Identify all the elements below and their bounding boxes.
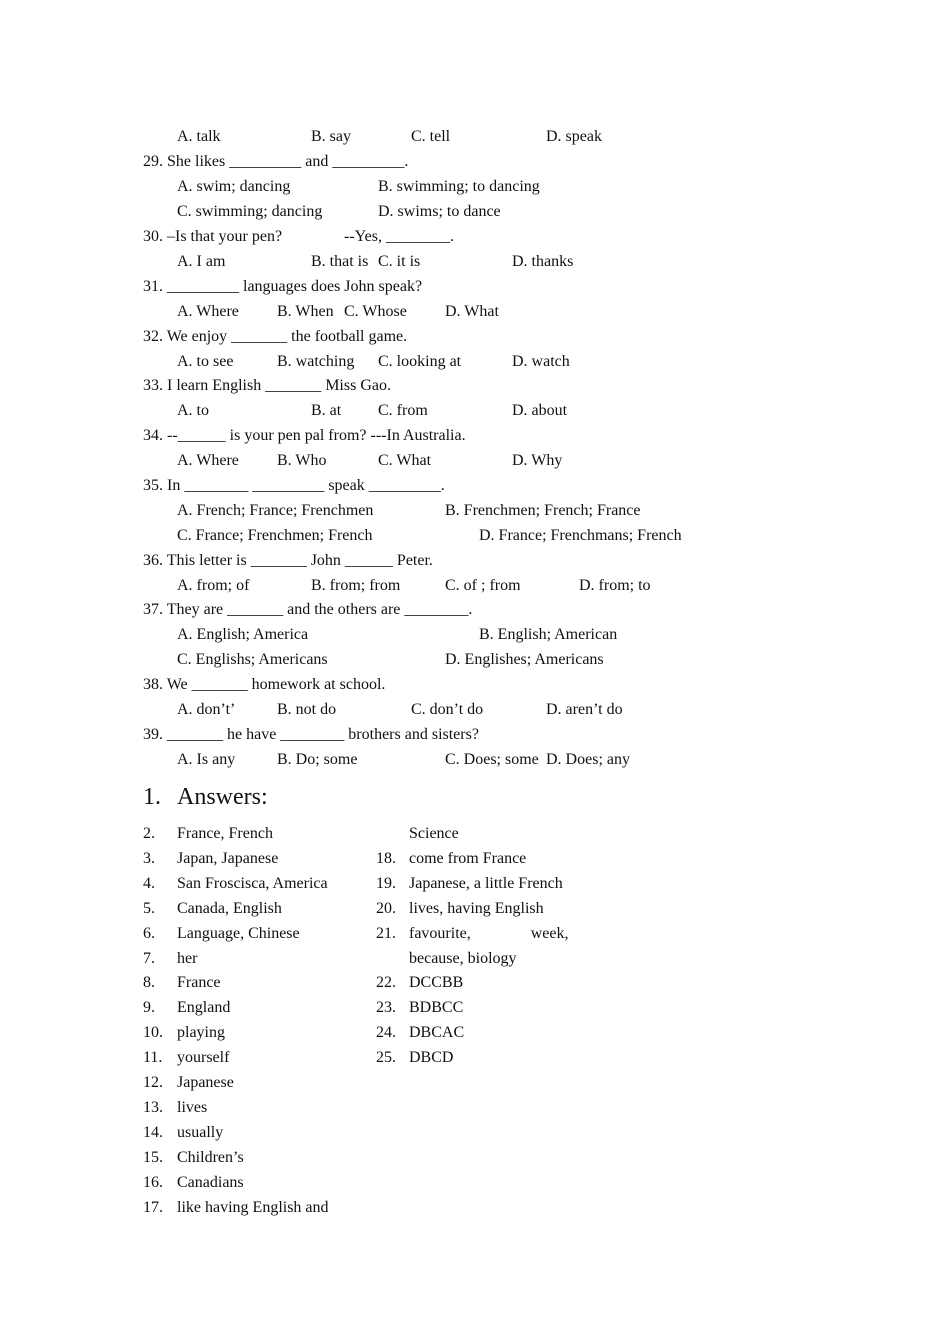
q32-option-d: D. watch <box>512 353 570 370</box>
answer-number: 3. <box>143 849 155 867</box>
q38-option-a: A. don’t’ <box>177 701 236 718</box>
answer-text: Children’s <box>177 1148 244 1166</box>
answer-number: 21. <box>376 924 396 942</box>
answer-text: Science <box>409 825 459 842</box>
answer-text: her <box>177 949 198 967</box>
answer-number: 17. <box>143 1198 163 1216</box>
q38-option-c: C. don’t do <box>411 701 484 718</box>
answer-number: 16. <box>143 1173 163 1191</box>
answer-text: playing <box>177 1024 225 1042</box>
q38-option-b: B. not do <box>277 701 337 718</box>
q39-option-a: A. Is any <box>177 751 236 768</box>
answer-text: Language, Chinese <box>177 924 300 942</box>
q30-option-b: B. that is <box>311 253 369 270</box>
answer-text: France <box>177 974 221 992</box>
answer-text: France, French <box>177 825 273 842</box>
answer-number: 18. <box>376 849 396 867</box>
answer-text: Canada, English <box>177 899 282 917</box>
answer-text: Japan, Japanese <box>177 849 279 867</box>
answer-number: 25. <box>376 1049 396 1067</box>
q29-option-d: D. swims; to dance <box>378 203 501 220</box>
q28-option-a: A. talk <box>177 128 221 145</box>
answer-text: Japanese <box>177 1074 234 1091</box>
answer-text: Japanese, a little French <box>409 874 563 892</box>
answer-number: 10. <box>143 1024 163 1042</box>
answers-heading: Answers: <box>177 784 268 810</box>
q35-option-c: C. France; Frenchmen; French <box>177 527 373 544</box>
q30-stem: 30. –Is that your pen? <box>143 228 283 245</box>
answer-text: favourite, week, <box>409 924 569 942</box>
q31-option-b: B. When <box>277 303 334 320</box>
q29-option-c: C. swimming; dancing <box>177 203 323 220</box>
answer-number: 22. <box>376 974 396 992</box>
answer-number: 20. <box>376 899 396 917</box>
q34-option-c: C. What <box>378 452 432 469</box>
q32-option-b: B. watching <box>277 353 355 370</box>
q35-option-d: D. France; Frenchmans; French <box>479 527 682 544</box>
answer-number: 9. <box>143 999 155 1017</box>
q38-option-d: D. aren’t do <box>546 701 623 718</box>
answer-text: BDBCC <box>409 999 464 1017</box>
q37-option-c: C. Englishs; Americans <box>177 651 328 668</box>
q39-option-d: D. Does; any <box>546 751 630 768</box>
answers-heading-number: 1. <box>143 784 161 810</box>
q29-option-b: B. swimming; to dancing <box>378 178 540 195</box>
answer-number: 13. <box>143 1098 163 1116</box>
q31-option-a: A. Where <box>177 303 239 320</box>
answer-text: San Froscisca, America <box>177 874 328 892</box>
q32-stem: 32. We enjoy _______ the football game. <box>143 328 408 345</box>
q33-stem: 33. I learn English _______ Miss Gao. <box>143 377 391 394</box>
answer-text: yourself <box>177 1049 230 1067</box>
q31-option-d: D. What <box>445 303 499 320</box>
q29-stem: 29. She likes _________ and _________. <box>143 153 409 170</box>
q28-option-b: B. say <box>311 128 351 145</box>
q30-option-c: C. it is <box>378 253 421 270</box>
answer-text: Canadians <box>177 1173 244 1191</box>
answer-text: because, biology <box>409 949 517 967</box>
q35-stem: 35. In ________ _________ speak _________. <box>143 477 445 494</box>
answer-text: lives <box>177 1098 208 1116</box>
answer-number: 11. <box>143 1049 163 1067</box>
answer-text: usually <box>177 1123 224 1141</box>
q39-option-b: B. Do; some <box>277 751 358 768</box>
q30-option-d: D. thanks <box>512 253 574 270</box>
answer-number: 5. <box>143 899 155 917</box>
q33-option-b: B. at <box>311 402 342 419</box>
q36-option-c: C. of ; from <box>445 577 521 594</box>
q31-option-c: C. Whose <box>344 303 407 320</box>
answer-number: 2. <box>143 825 155 842</box>
answer-number: 4. <box>143 874 155 892</box>
answer-number: 8. <box>143 974 155 992</box>
q37-stem: 37. They are _______ and the others are ________. <box>143 601 473 618</box>
answer-text: like having English and <box>177 1198 329 1216</box>
q39-stem: 39. _______ he have ________ brothers and sisters? <box>143 726 479 743</box>
q33-option-c: C. from <box>378 402 428 419</box>
q32-option-c: C. looking at <box>378 353 462 370</box>
q33-option-a: A. to <box>177 402 209 419</box>
answer-number: 19. <box>376 874 396 892</box>
answer-text: DBCD <box>409 1049 454 1067</box>
answer-number: 7. <box>143 949 155 967</box>
q30-option-a: A. I am <box>177 253 226 270</box>
q36-option-b: B. from; from <box>311 577 401 594</box>
answer-number: 24. <box>376 1024 396 1042</box>
answer-number: 6. <box>143 924 155 942</box>
answer-number: 23. <box>376 999 396 1017</box>
q28-option-c: C. tell <box>411 128 451 145</box>
q35-option-a: A. French; France; Frenchmen <box>177 502 374 519</box>
q32-option-a: A. to see <box>177 353 234 370</box>
q36-option-a: A. from; of <box>177 577 250 594</box>
answer-text: England <box>177 999 231 1017</box>
q34-option-d: D. Why <box>512 452 563 469</box>
answer-number: 12. <box>143 1074 163 1091</box>
q36-stem: 36. This letter is _______ John ______ Peter. <box>143 552 433 569</box>
q34-option-a: A. Where <box>177 452 239 469</box>
q35-option-b: B. Frenchmen; French; France <box>445 502 641 519</box>
q38-stem: 38. We _______ homework at school. <box>143 676 386 693</box>
q33-option-d: D. about <box>512 402 568 419</box>
q39-option-c: C. Does; some <box>445 751 539 768</box>
answer-text: DBCAC <box>409 1024 465 1042</box>
q29-option-a: A. swim; dancing <box>177 178 291 195</box>
answer-text: DCCBB <box>409 974 464 992</box>
q30-stem-reply: --Yes, ________. <box>344 228 454 245</box>
q36-option-d: D. from; to <box>579 577 651 594</box>
answer-number: 14. <box>143 1123 163 1141</box>
q34-option-b: B. Who <box>277 452 327 469</box>
q28-option-d: D. speak <box>546 128 602 145</box>
q37-option-b: B. English; American <box>479 626 618 643</box>
q34-stem: 34. --______ is your pen pal from? ---In Australia. <box>143 427 466 444</box>
answer-number: 15. <box>143 1148 163 1166</box>
answer-text: come from France <box>409 849 527 867</box>
q31-stem: 31. _________ languages does John speak? <box>143 278 423 295</box>
q37-option-d: D. Englishes; Americans <box>445 651 604 668</box>
q37-option-a: A. English; America <box>177 626 309 643</box>
answer-text: lives, having English <box>409 899 544 917</box>
